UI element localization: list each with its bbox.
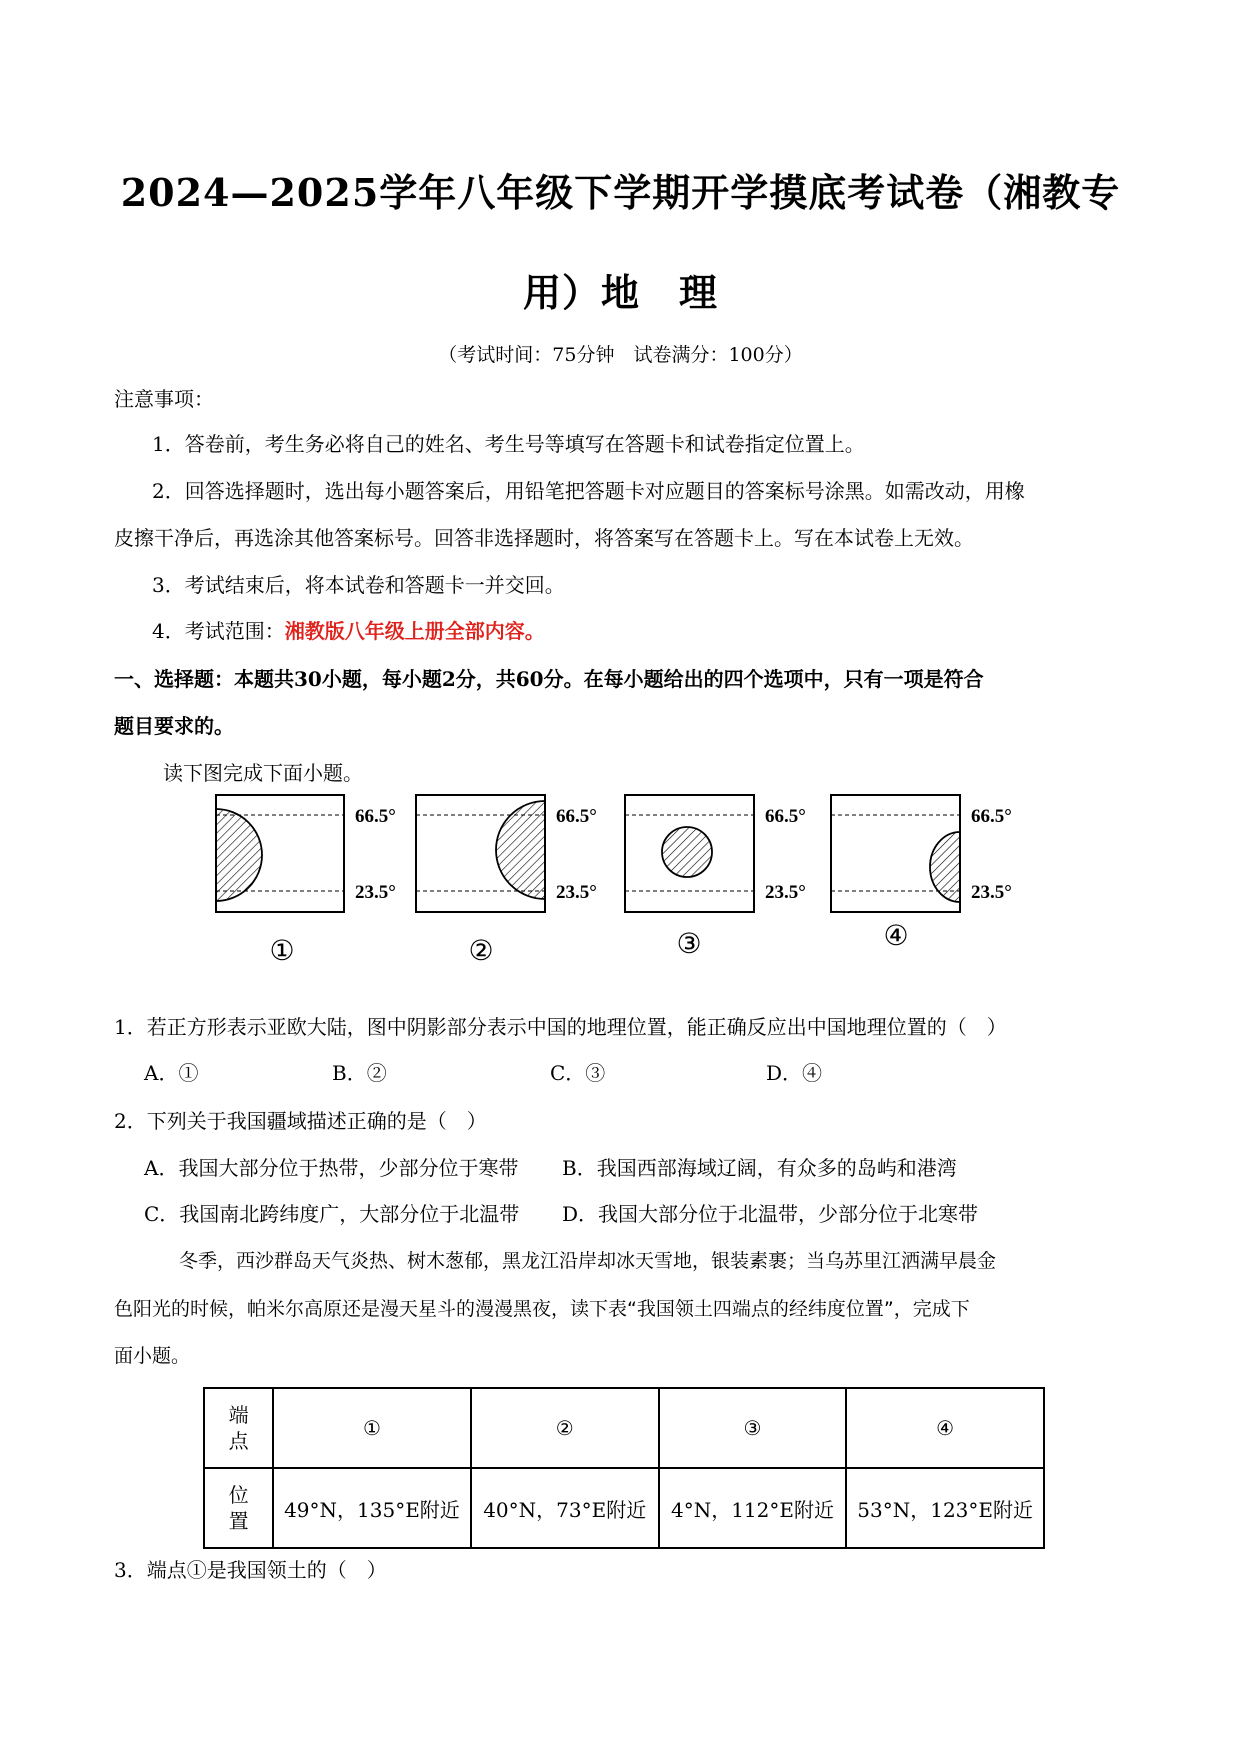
- q2-option-a: A．我国大部分位于热带，少部分位于寒带: [144, 1156, 519, 1180]
- q1-option-b: B．②: [332, 1061, 387, 1085]
- lat-label-66-4: 66.5°: [971, 806, 1012, 827]
- q2-option-d: D．我国大部分位于北温带，少部分位于北寒带: [562, 1202, 979, 1226]
- lat-label-66-1: 66.5°: [355, 806, 396, 827]
- note-item-4: [152, 616, 545, 646]
- lat-label-23-1: 23.5°: [355, 882, 396, 903]
- section-heading: 一、选择题：本题共30小题，每小题2分，共60分。在每小题给出的四个选项中，只有一项是符合: [114, 667, 984, 691]
- question-1-stem: 1．若正方形表示亚欧大陆，图中阴影部分表示中国的地理位置，能正确反应出中国地理位置的（ ）: [114, 1015, 1007, 1039]
- page-title-line2: 用）地 理: [522, 270, 718, 315]
- passage-line-1: 冬季，西沙群岛天气炎热、树木葱郁，黑龙江沿岸却冰天雪地，银装素裹；当乌苏里江洒满早晨金: [179, 1250, 997, 1272]
- q2-option-c: C．我国南北跨纬度广，大部分位于北温带: [144, 1202, 520, 1226]
- question-2-stem: 2．下列关于我国疆域描述正确的是（ ）: [114, 1109, 487, 1133]
- row1-head-char2: 点: [228, 1429, 249, 1453]
- table-header-col-4: ④: [846, 1388, 1044, 1468]
- note-item-4-prefix: 4．考试范围：: [152, 619, 285, 643]
- figure-label-3: ③: [676, 927, 702, 960]
- lat-label-23-2: 23.5°: [556, 882, 597, 903]
- passage-line-3: 面小题。: [114, 1345, 191, 1367]
- row1-head-char1: 端: [228, 1403, 249, 1427]
- endpoints-table: [203, 1387, 1045, 1549]
- table-row-header-position: [204, 1468, 273, 1548]
- notes-heading: 注意事项：: [114, 387, 214, 411]
- figure-intro: 读下图完成下面小题。: [163, 761, 363, 785]
- lat-label-66-2: 66.5°: [556, 806, 597, 827]
- note-item-1: 1．答卷前，考生务必将自己的姓名、考生号等填写在答题卡和试卷指定位置上。: [152, 432, 865, 456]
- table-header-col-3: ③: [659, 1388, 847, 1468]
- note-item-2a: 2．回答选择题时，选出每小题答案后，用铅笔把答题卡对应题目的答案标号涂黑。如需改动，用橡: [152, 479, 1025, 503]
- table-row: [204, 1468, 1044, 1548]
- figure-label-2: ②: [468, 934, 494, 967]
- exam-scope: 湘教版八年级上册全部内容。: [284, 619, 545, 643]
- lat-label-66-3: 66.5°: [765, 806, 806, 827]
- table-cell-position-4: 53°N，123°E附近: [846, 1468, 1044, 1548]
- table-cell-position-3: 4°N，112°E附近: [659, 1468, 847, 1548]
- passage-line-2: 色阳光的时候，帕米尔高原还是漫天星斗的漫漫黑夜，读下表“我国领土四端点的经纬度位置”，完成下: [114, 1298, 970, 1320]
- note-item-2b: 皮擦干净后，再选涂其他答案标号。回答非选择题时，将答案写在答题卡上。写在本试卷上无效。: [114, 526, 974, 550]
- figure-panel-4: [831, 795, 990, 912]
- figure-label-1: ①: [269, 934, 295, 967]
- figure-panel-3: [625, 795, 754, 912]
- figure-label-4: ④: [883, 919, 909, 952]
- q1-option-d: D．④: [766, 1061, 823, 1085]
- table-header-col-2: ②: [471, 1388, 659, 1468]
- section-heading-cont: 题目要求的。: [114, 714, 234, 738]
- row2-head-char2: 置: [228, 1509, 249, 1533]
- note-item-3: 3．考试结束后，将本试卷和答题卡一并交回。: [152, 573, 565, 597]
- q2-option-b: B．我国西部海域辽阔，有众多的岛屿和港湾: [562, 1156, 957, 1180]
- table-row: [204, 1388, 1044, 1468]
- figure-panel-1: [200, 795, 344, 912]
- q1-option-c: C．③: [550, 1061, 606, 1085]
- question-3-stem: 3．端点①是我国领土的（ ）: [114, 1558, 387, 1582]
- table-row-header-endpoint: [204, 1388, 273, 1468]
- lat-label-23-3: 23.5°: [765, 882, 806, 903]
- row2-head-char1: 位: [228, 1483, 249, 1507]
- table-header-col-1: ①: [273, 1388, 471, 1468]
- exam-info: （考试时间：75分钟 试卷满分：100分）: [438, 344, 803, 366]
- latitude-figure: [200, 790, 1060, 970]
- page-title: 2024—2025学年八年级下学期开学摸底考试卷（湘教专: [120, 170, 1121, 215]
- q1-option-a: A．①: [144, 1061, 199, 1085]
- table-cell-position-1: 49°N，135°E附近: [273, 1468, 471, 1548]
- lat-label-23-4: 23.5°: [971, 882, 1012, 903]
- table-cell-position-2: 40°N，73°E附近: [471, 1468, 659, 1548]
